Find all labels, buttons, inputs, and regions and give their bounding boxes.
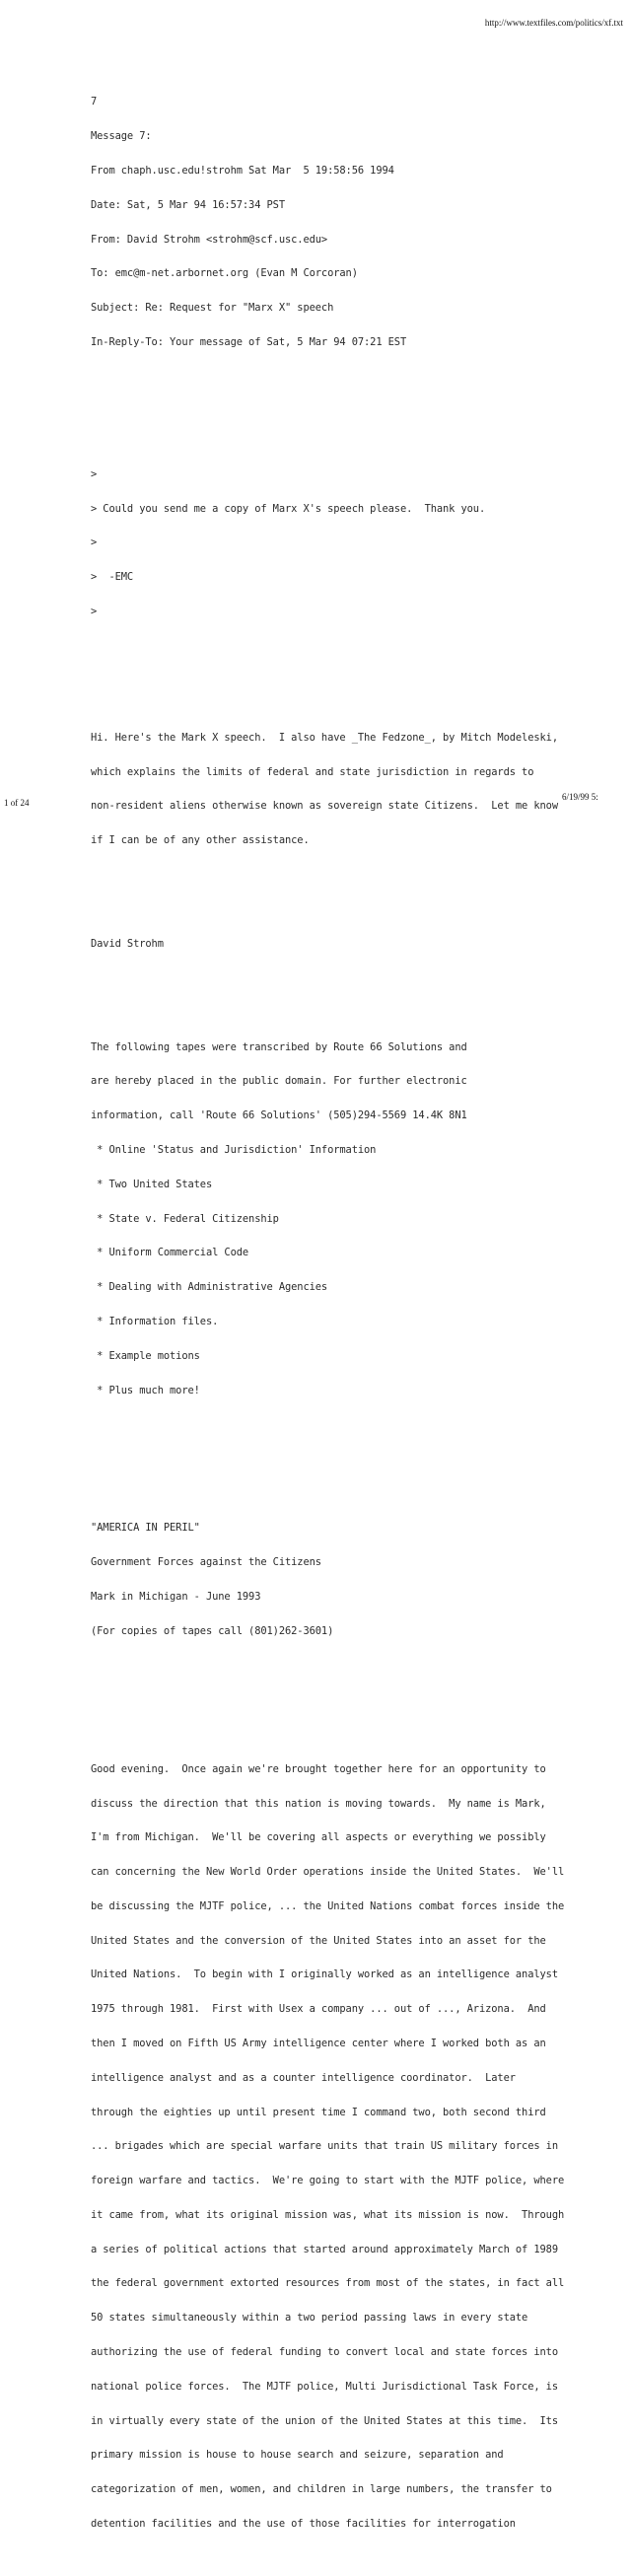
text-line: Subject: Re: Request for "Marx X" speech [91, 302, 334, 315]
text-line: detention facilities and the use of those facilities for interrogation [91, 2517, 516, 2530]
text-line: discuss the direction that this nation is moving towards. My name is Mark, [91, 1797, 546, 1810]
text-line: the federal government extorted resources from most of the states, in fact all [91, 2277, 565, 2290]
text-line: then I moved on Fifth US Army intelligence center where I worked both as an [91, 2037, 546, 2049]
text-line: a series of political actions that started around approximately March of 1989 [91, 2243, 558, 2255]
text-line: (For copies of tapes call (801)262-3601) [91, 1624, 334, 1637]
text-line: through the eighties up until present time I command two, both second third [91, 2106, 546, 2118]
text-line: in virtually every state of the union of the United States at this time. Its [91, 2414, 558, 2427]
text-line: be discussing the MJTF police, ... the United Nations combat forces inside the [91, 1899, 565, 1912]
speech-paragraph [91, 1742, 584, 2553]
list-item: * State v. Federal Citizenship [91, 1212, 279, 1225]
speech-title-block [91, 1500, 584, 1660]
text-line: Date: Sat, 5 Mar 94 16:57:34 PST [91, 198, 285, 211]
document-body [91, 51, 584, 2576]
text-line: if I can be of any other assistance. [91, 834, 310, 847]
text-line: national police forces. The MJTF police, Multi Jurisdictional Task Force, is [91, 2380, 558, 2393]
text-line: non-resident aliens otherwise known as sovereign state Citizens. Let me know [91, 800, 558, 813]
source-url: http://www.textfiles.com/politics/xf.txt [484, 18, 623, 28]
text-line: The following tapes were transcribed by Route 66 Solutions and [91, 1040, 467, 1053]
tapes-notice-block [91, 1020, 584, 1420]
text-line: I'm from Michigan. We'll be covering all aspects or everything we possibly [91, 1831, 546, 1844]
list-item: * Example motions [91, 1349, 200, 1362]
list-item: * Online 'Status and Jurisdiction' Information [91, 1144, 377, 1157]
text-line: In-Reply-To: Your message of Sat, 5 Mar 94 07:21 EST [91, 335, 407, 348]
text-line: foreign warfare and tactics. We're going to start with the MJTF police, where [91, 2175, 565, 2187]
text-line: Government Forces against the Citizens [91, 1556, 321, 1569]
text-line: > [91, 537, 98, 549]
text-line: > [91, 605, 98, 617]
text-line: Message 7: [91, 130, 152, 143]
page-number: 1 of 24 [4, 798, 30, 808]
spacer [91, 1442, 584, 1466]
text-line: ... brigades which are special warfare units that train US military forces in [91, 2140, 558, 2153]
text-line: From chaph.usc.edu!strohm Sat Mar 5 19:58:56 1994 [91, 164, 394, 177]
text-line: primary mission is house to house search and seizure, separation and [91, 2449, 504, 2462]
text-line: > [91, 467, 98, 480]
text-line: can concerning the New World Order operations inside the United States. We'll [91, 1866, 565, 1879]
text-line: Hi. Here's the Mark X speech. I also have _The Fedzone_, by Mitch Modeleski, [91, 731, 558, 744]
text-line: it came from, what its original mission was, what its mission is now. Through [91, 2208, 565, 2221]
text-line: To: emc@m-net.arbornet.org (Evan M Corcoran) [91, 267, 358, 280]
text-line: 7 [91, 96, 98, 108]
text-line: authorizing the use of federal funding to convert local and state forces into [91, 2346, 558, 2358]
text-line: Mark in Michigan - June 1993 [91, 1591, 261, 1603]
text-line: From: David Strohm <strohm@scf.usc.edu> [91, 233, 328, 246]
list-item: * Dealing with Administrative Agencies [91, 1281, 328, 1294]
text-line: 1975 through 1981. First with Usex a company ... out of ..., Arizona. And [91, 2003, 546, 2016]
text-line: information, call 'Route 66 Solutions' (505)294-5569 14.4K 8N1 [91, 1109, 467, 1122]
list-item: * Two United States [91, 1178, 213, 1190]
list-item: * Plus much more! [91, 1384, 200, 1396]
speech-title: "AMERICA IN PERIL" [91, 1522, 200, 1535]
list-item: * Information files. [91, 1315, 219, 1327]
spacer [91, 394, 584, 412]
email-header-block [91, 74, 584, 371]
text-line: > -EMC [91, 571, 134, 584]
text-line: categorization of men, women, and children in large numbers, the transfer to [91, 2483, 552, 2496]
text-line: which explains the limits of federal and state jurisdiction in regards to [91, 765, 534, 778]
text-line: United Nations. To begin with I originally worked as an intelligence analyst [91, 1968, 558, 1981]
reply-paragraph [91, 710, 584, 870]
text-line: United States and the conversion of the United States into an asset for the [91, 1934, 546, 1947]
text-line: intelligence analyst and as a counter intelligence coordinator. Later [91, 2071, 516, 2084]
signature: David Strohm [91, 937, 164, 950]
text-line: 50 states simultaneously within a two period passing laws in every state [91, 2312, 528, 2325]
quoted-message-block [91, 447, 584, 641]
spacer [91, 1683, 584, 1707]
spacer [91, 973, 584, 985]
print-date: 6/19/99 5: [562, 792, 598, 802]
text-line: > Could you send me a copy of Marx X's speech please. Thank you. [91, 502, 486, 515]
list-item: * Uniform Commercial Code [91, 1247, 249, 1259]
spacer [91, 893, 584, 904]
text-line: are hereby placed in the public domain. For further electronic [91, 1075, 467, 1088]
text-line: Good evening. Once again we're brought together here for an opportunity to [91, 1762, 546, 1775]
spacer [91, 664, 584, 676]
